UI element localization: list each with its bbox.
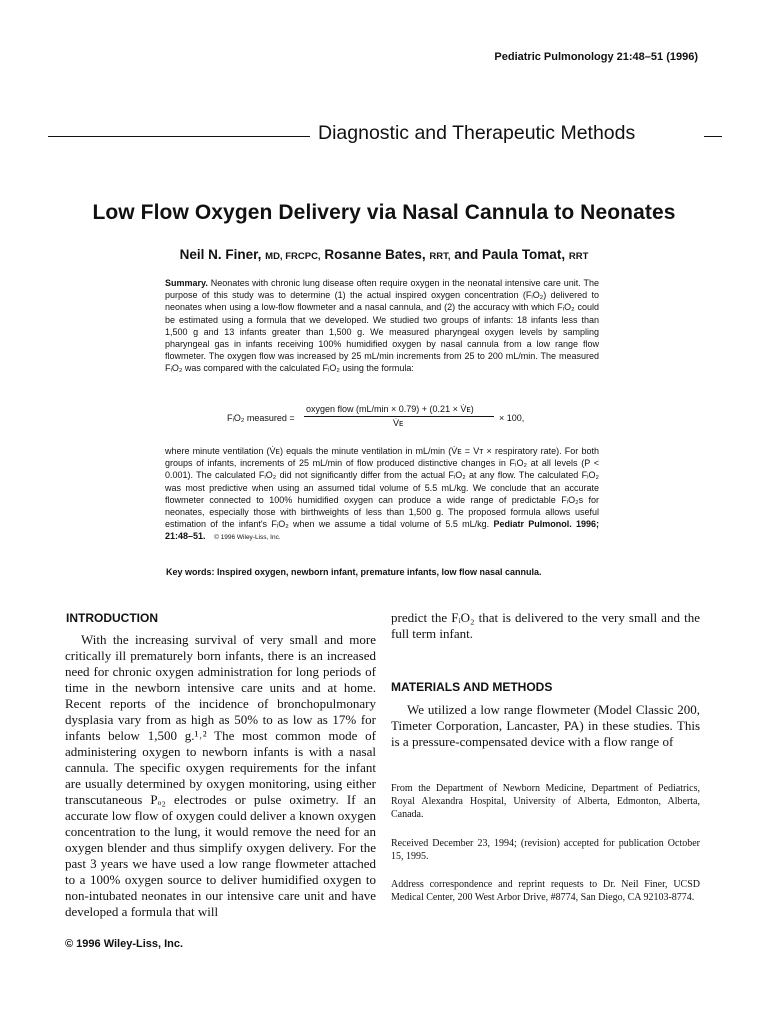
footnote-received-text: Received December 23, 1994; (revision) accepted for publication October 15, 1995. xyxy=(391,838,700,862)
footnote-affiliation xyxy=(391,782,700,821)
author-line xyxy=(0,247,768,262)
introduction-heading: INTRODUCTION xyxy=(66,611,158,625)
fio2-formula xyxy=(165,404,599,436)
author-degrees: RRT, xyxy=(429,251,451,262)
introduction-continuation-text: predict the FᵢO₂ that is delivered to the very small and the full term infant. xyxy=(391,610,700,641)
abstract-text-part2: where minute ventilation (V̇ᴇ) equals the minute ventilation in mL/min (V̇ᴇ = Vᴛ × respiratory rate). For both groups of infants, increments of 25 mL/min of flow produced distinctive changes in FᵢO₂ at all levels (P < 0.001). The calculated FᵢO₂ did not significantly differ from the actual FᵢO₂ at any flow. The calculated FᵢO₂ was most predictive when using an assumed tidal volume of 5.5 mL/kg. We conclude that an accurate flowmeter connected to 100% humidified oxygen can produce a wide range of predictable FᵢO₂s for neonates, especially those with birthweights of less than 1,500 g. The proposed formula allows useful estimation of the infant's FᵢO₂ when we assume a tidal volume of 5.5 mL/kg. xyxy=(165,446,599,530)
formula-numerator: oxygen flow (mL/min × 0.79) + (0.21 × V̇ᴇ) xyxy=(306,404,474,414)
author-degrees: RRT xyxy=(568,251,589,262)
formula-denominator: V̇ᴇ xyxy=(393,418,404,428)
footnote-address xyxy=(391,878,700,904)
methods-body xyxy=(391,702,700,750)
introduction-body xyxy=(65,632,376,920)
footnote-received xyxy=(391,837,700,863)
abstract-summary xyxy=(165,277,599,375)
author-degrees: MD, FRCPC, xyxy=(265,251,321,262)
section-rule-left xyxy=(48,136,310,137)
formula-lhs: FᵢO₂ measured = xyxy=(227,413,295,423)
introduction-paragraph: With the increasing survival of very small and more critically ill prematurely born infants, there is an increased need for chronic oxygen administration for long periods of time in the newborn intensive care units and at home. Recent reports of the incidence of bronchopulmonary dysplasia vary from as high as 50% to as low as 17% for infants below 1,500 g.¹˒² The most common mode of administering oxygen to newborn infants is with a nasal cannula. The specific oxygen requirements for the infant are usually determined by oxygen monitoring, using either transcutaneous Pₒ₂ electrodes or pulse oximetry. If an accurate low flow of oxygen could deliver a known oxygen concentration to the lung, it would remove the need for an oxygen blender and thus simplify oxygen delivery. For the past 3 years we have used a low range flowmeter attached to a 100% oxygen source to deliver humidified oxygen to non-intubated neonates in our intensive care unit and have developed a formula that will xyxy=(65,632,376,919)
introduction-continuation xyxy=(391,610,700,642)
journal-header: Pediatric Pulmonology 21:48–51 (1996) xyxy=(494,51,698,63)
section-title: Diagnostic and Therapeutic Methods xyxy=(318,122,636,144)
footnote-affiliation-text: From the Department of Newborn Medicine, Department of Pediatrics, Royal Alexandra Hospital, University of Alberta, Edmonton, Alberta, Canada. xyxy=(391,783,700,820)
section-rule-right xyxy=(704,136,722,137)
footnote-address-text: Address correspondence and reprint requests to Dr. Neil Finer, UCSD Medical Center, 200 West Arbor Drive, #8774, San Diego, CA 92103-8774. xyxy=(391,879,700,903)
methods-heading: MATERIALS AND METHODS xyxy=(391,680,553,694)
abstract-copyright: © 1996 Wiley-Liss, Inc. xyxy=(214,534,281,542)
keywords: Key words: Inspired oxygen, newborn infant, premature infants, low flow nasal cannula. xyxy=(166,567,542,577)
abstract-label: Summary. xyxy=(165,278,208,288)
publisher-copyright: © 1996 Wiley-Liss, Inc. xyxy=(65,938,184,950)
abstract-continuation xyxy=(165,445,599,545)
author-name: and Paula Tomat, xyxy=(454,247,566,262)
author-name: Rosanne Bates, xyxy=(324,247,426,262)
article-title: Low Flow Oxygen Delivery via Nasal Cannula to Neonates xyxy=(92,201,676,224)
abstract-text-part1: Neonates with chronic lung disease often require oxygen in the neonatal intensive care unit. The purpose of this study was to determine (1) the actual inspired oxygen concentration (FᵢO₂) delivered to neonates when using a low-flow flowmeter and a nasal cannula, and (2) the accuracy with which FᵢO₂ could be estimated using a formula that we developed. We studied two groups of infants: 18 infants less than 1,500 g and 13 infants greater than 1,500 g. We measured pharyngeal oxygen levels by sampling pharyngeal gas in infants receiving 100% humidified oxygen by nasal cannula from a low range flow flowmeter. The oxygen flow was increased by 25 mL/min increments from 25 to 200 mL/min. The measured FᵢO₂ was compared with the calculated FᵢO₂ using the formula: xyxy=(165,278,599,374)
formula-tail: × 100, xyxy=(499,413,525,423)
author-name: Neil N. Finer, xyxy=(179,247,262,262)
formula-fraction-bar xyxy=(304,416,494,417)
methods-paragraph: We utilized a low range flowmeter (Model Classic 200, Timeter Corporation, Lancaster, PA) in these studies. This is a pressure-compensated device with a flow range of xyxy=(391,702,700,749)
abstract-citation: Pediatr Pulmonol. 1996; 21:48–51. xyxy=(165,519,599,542)
